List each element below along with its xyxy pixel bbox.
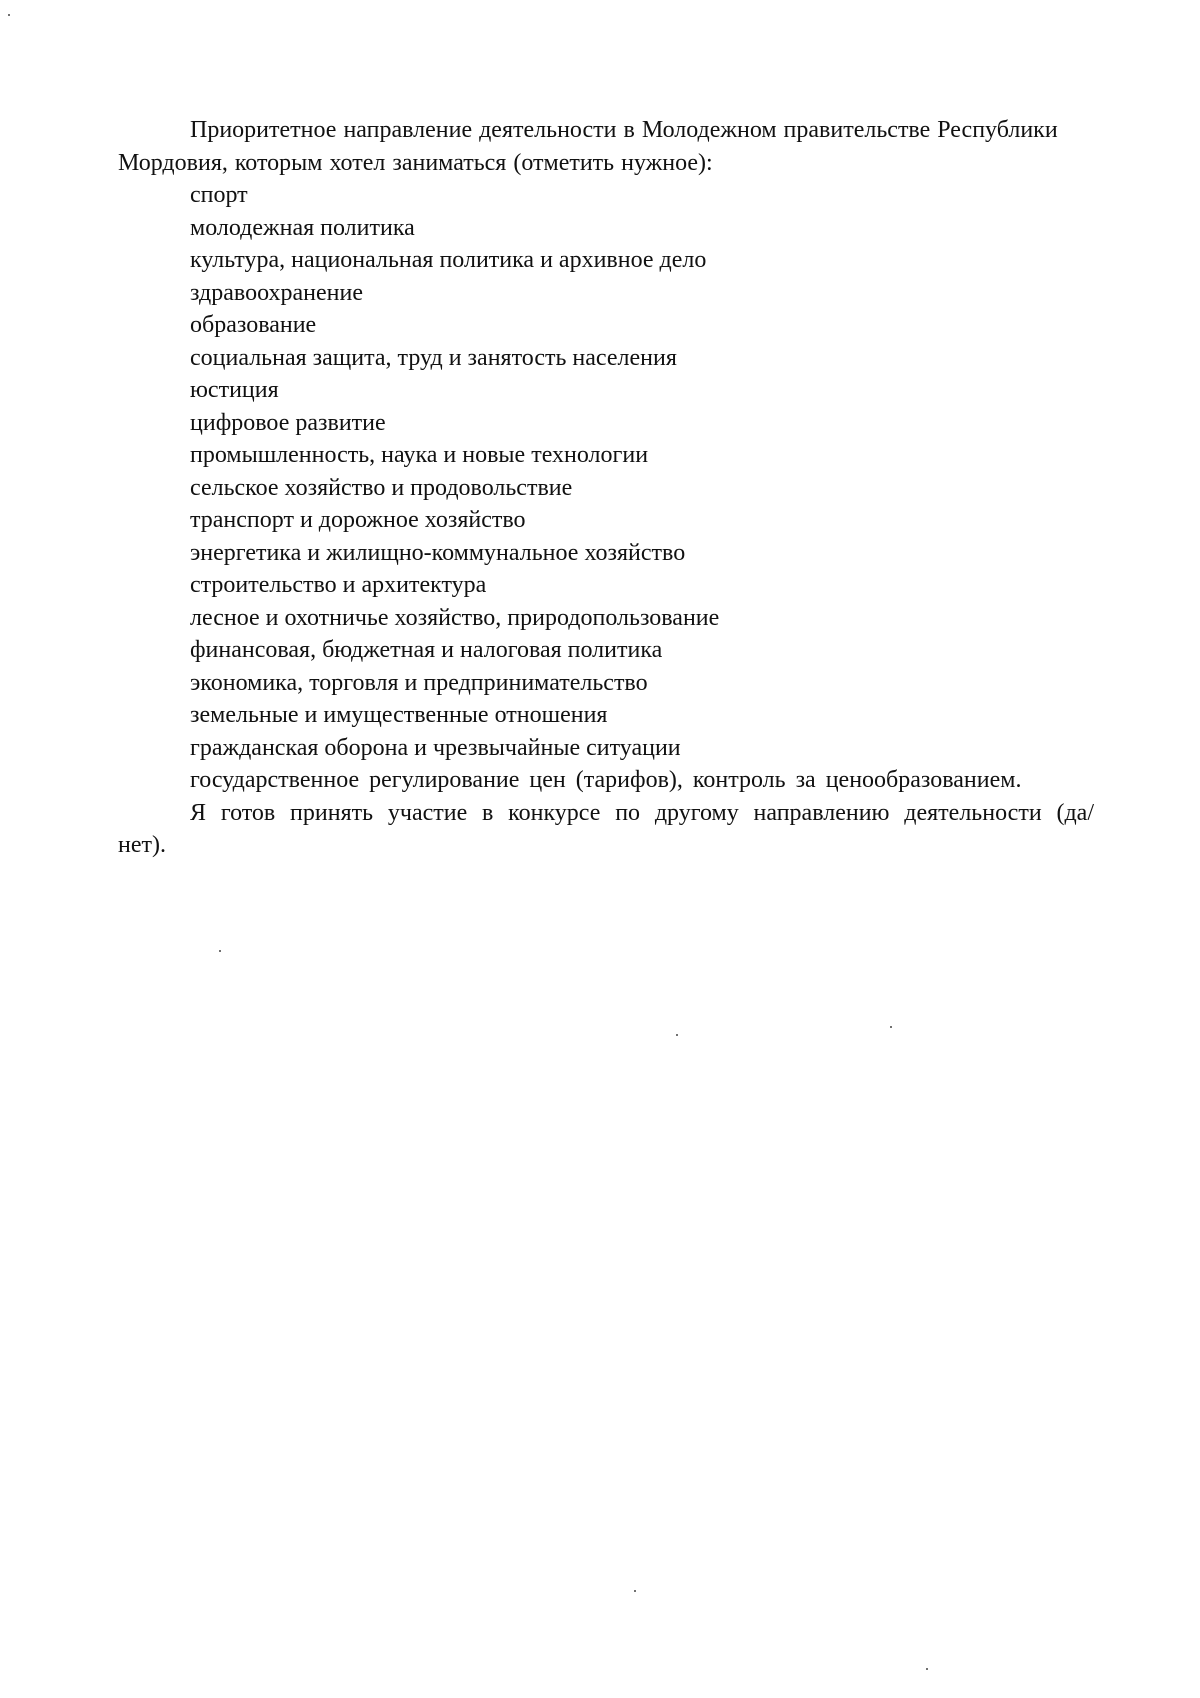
scan-speck	[219, 950, 221, 952]
option-item: транспорт и дорожное хозяйство	[190, 507, 526, 533]
option-item: сельское хозяйство и продовольствие	[190, 474, 573, 501]
ready-statement: Я готов принять участие в конкурсе по другому направлению деятельности (да/нет).	[118, 799, 1094, 858]
option-item: спорт	[190, 182, 248, 208]
option-item: молодежная политика	[190, 214, 415, 241]
intro-paragraph: Приоритетное направление деятельности в Молодежном правительстве Республики Мордовия, которым хотел заниматься (отметить нужное):	[118, 117, 1058, 176]
option-item: земельные и имущественные отношения	[190, 702, 608, 728]
option-item: лесное и охотничье хозяйство, природопользование	[190, 604, 720, 631]
option-item: энергетика и жилищно-коммунальное хозяйство	[190, 539, 686, 566]
option-item: промышленность, наука и новые технологии	[190, 442, 649, 468]
option-item: юстиция	[190, 377, 279, 403]
option-item: государственное регулирование цен (тарифов), контроль за ценообразованием.	[190, 767, 1022, 793]
scan-speck	[676, 1034, 678, 1036]
scan-speck	[8, 14, 10, 16]
option-item: социальная защита, труд и занятость населения	[190, 344, 677, 371]
option-item: здравоохранение	[190, 279, 363, 306]
option-item: экономика, торговля и предпринимательство	[190, 669, 648, 696]
priority-options-list	[118, 179, 1094, 797]
option-item: культура, национальная политика и архивное дело	[190, 247, 707, 273]
option-item: образование	[190, 312, 317, 338]
document-body	[118, 114, 1094, 862]
option-item: строительство и архитектура	[190, 572, 487, 598]
scan-speck	[634, 1590, 636, 1592]
scan-speck	[926, 1668, 928, 1670]
option-item: финансовая, бюджетная и налоговая политика	[190, 637, 663, 663]
scan-speck	[890, 1026, 892, 1028]
option-item: цифровое развитие	[190, 409, 386, 436]
option-item: гражданская оборона и чрезвычайные ситуации	[190, 734, 681, 761]
